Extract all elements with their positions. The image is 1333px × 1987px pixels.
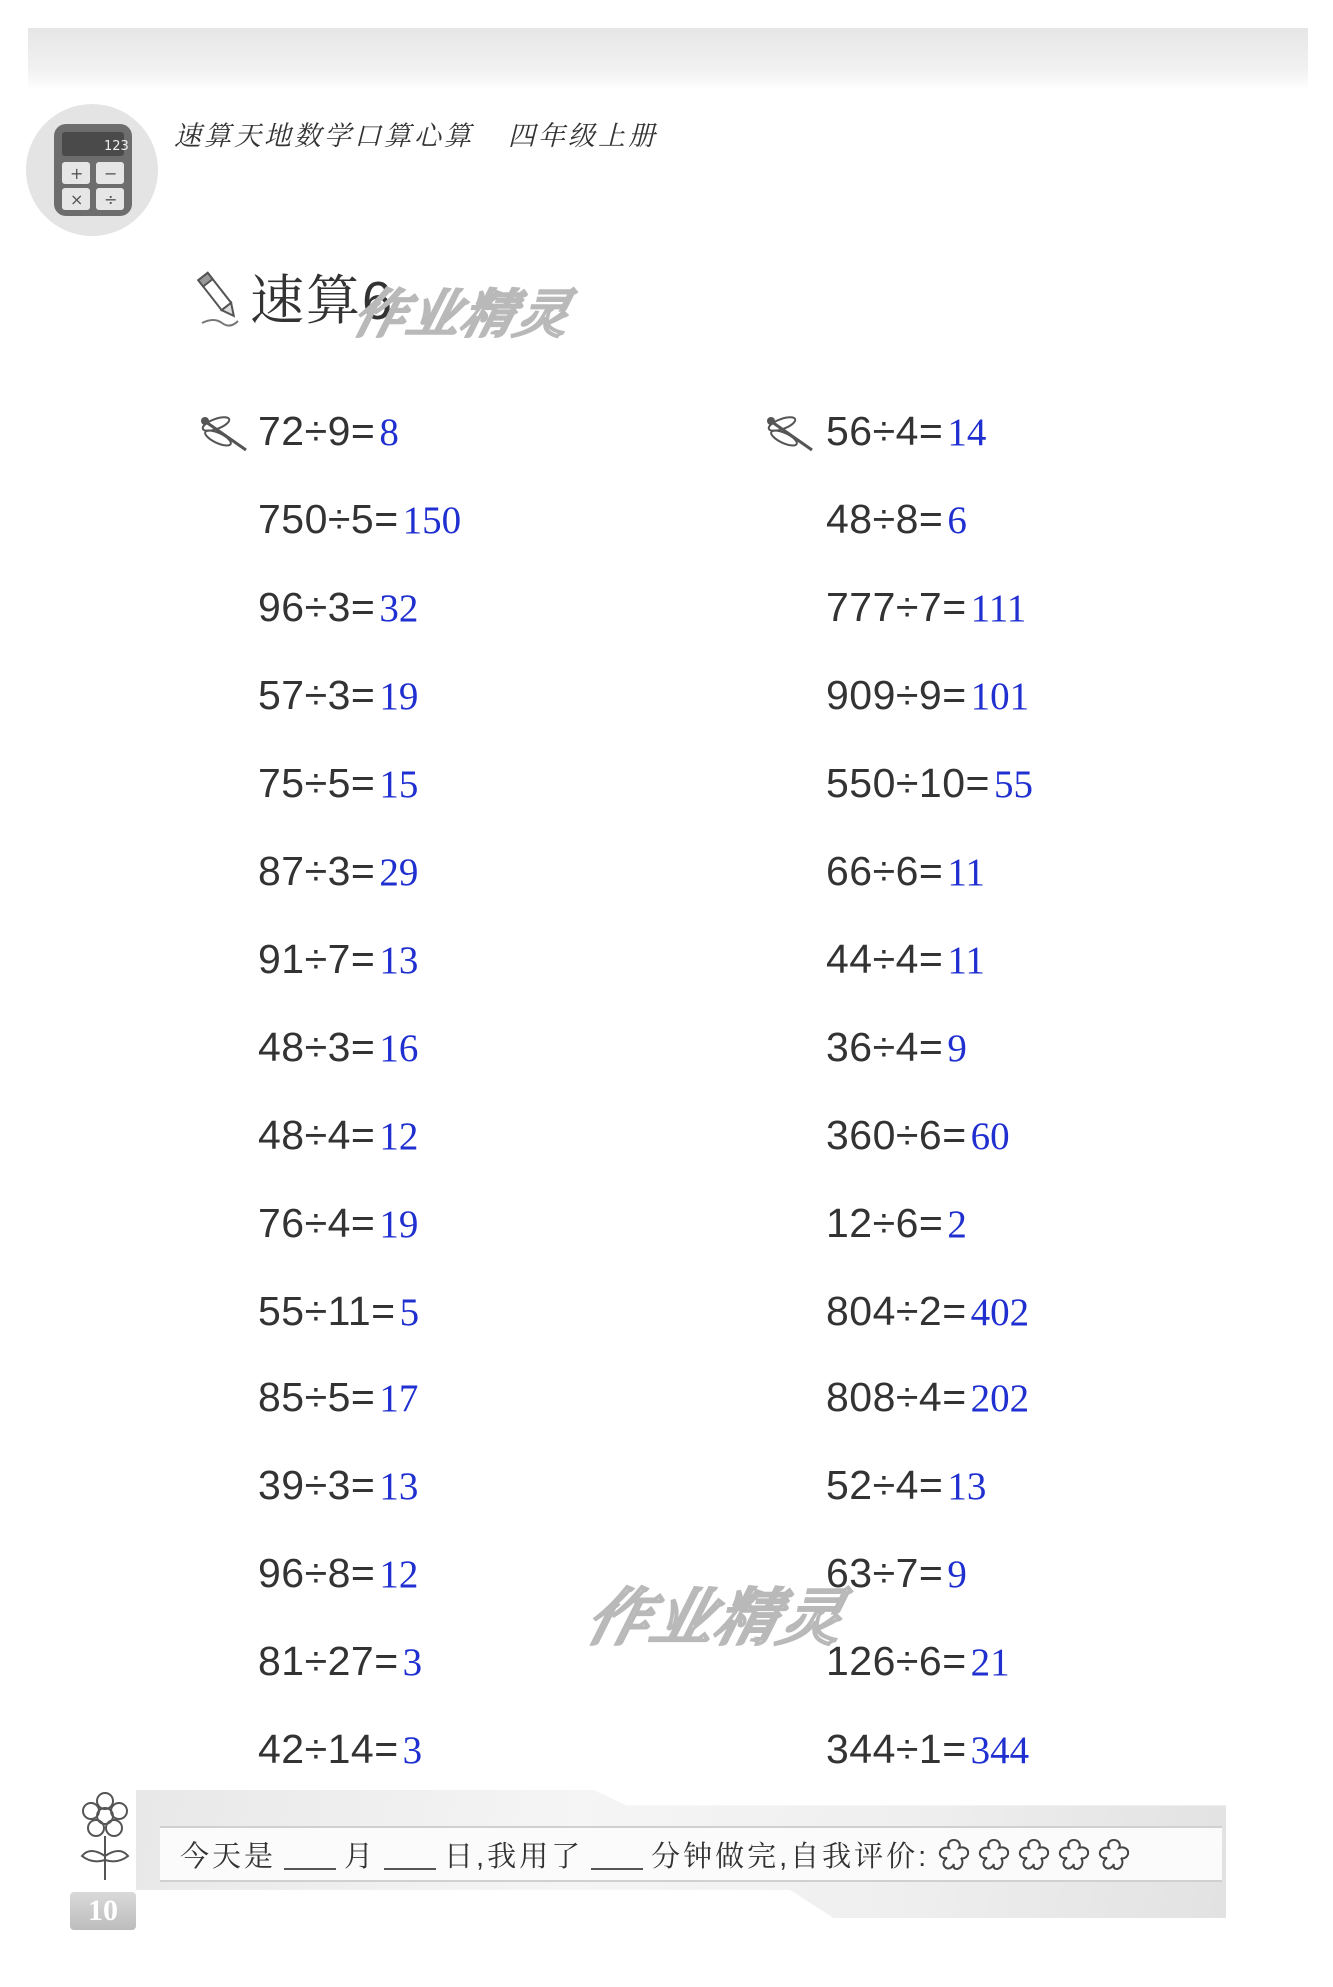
problem-row bbox=[258, 672, 418, 732]
problem-expression: 44÷4= bbox=[826, 936, 944, 982]
problem-expression: 76÷4= bbox=[258, 1200, 376, 1246]
problem-expression: 72÷9= bbox=[258, 408, 376, 454]
problem-row bbox=[258, 1726, 422, 1786]
problem-row bbox=[258, 848, 418, 908]
problem-answer: 32 bbox=[379, 587, 419, 630]
problem-answer: 14 bbox=[947, 411, 987, 454]
pencil-icon bbox=[196, 267, 242, 327]
problem-row bbox=[826, 1726, 1029, 1786]
problem-answer: 13 bbox=[947, 1465, 987, 1508]
flower-rating-icon[interactable] bbox=[1095, 1836, 1133, 1874]
problem-answer: 344 bbox=[970, 1729, 1030, 1772]
problem-row bbox=[826, 1374, 1029, 1434]
dragonfly-icon bbox=[762, 414, 818, 454]
problem-expression: 360÷6= bbox=[826, 1112, 967, 1158]
problem-answer: 9 bbox=[947, 1027, 967, 1070]
section-title: 速算6 bbox=[250, 271, 395, 331]
today-label: 今天是 bbox=[180, 1841, 277, 1873]
problem-row bbox=[826, 672, 1029, 732]
problem-answer: 6 bbox=[947, 499, 967, 542]
problem-row bbox=[826, 408, 986, 468]
problem-row bbox=[258, 1024, 418, 1084]
problem-answer: 8 bbox=[379, 411, 399, 454]
problem-row bbox=[258, 1550, 418, 1610]
problem-answer: 12 bbox=[379, 1115, 419, 1158]
problem-answer: 12 bbox=[379, 1553, 419, 1596]
problem-answer: 202 bbox=[970, 1377, 1030, 1420]
day-blank[interactable] bbox=[384, 1840, 436, 1870]
problem-row bbox=[258, 1200, 418, 1260]
problem-answer: 402 bbox=[970, 1291, 1030, 1334]
grade-label: 四年级上册 bbox=[508, 121, 658, 152]
problem-answer: 60 bbox=[970, 1115, 1010, 1158]
dragonfly-icon bbox=[196, 414, 252, 454]
problem-answer: 19 bbox=[379, 1203, 419, 1246]
problem-expression: 36÷4= bbox=[826, 1024, 944, 1070]
problem-expression: 75÷5= bbox=[258, 760, 376, 806]
problem-answer: 13 bbox=[379, 939, 419, 982]
minutes-label: 分钟做完,自我评价: bbox=[651, 1841, 930, 1873]
problem-answer: 150 bbox=[402, 499, 462, 542]
flower-rating-icon[interactable] bbox=[935, 1836, 973, 1874]
svg-text:−: − bbox=[104, 164, 118, 183]
flower-icon bbox=[74, 1790, 136, 1882]
problem-expression: 39÷3= bbox=[258, 1462, 376, 1508]
problem-row bbox=[826, 1024, 967, 1084]
problem-expression: 96÷8= bbox=[258, 1550, 376, 1596]
problem-expression: 48÷3= bbox=[258, 1024, 376, 1070]
problem-row bbox=[826, 584, 1026, 644]
problem-row bbox=[258, 1462, 418, 1522]
svg-text:123: 123 bbox=[104, 139, 129, 154]
problem-answer: 55 bbox=[993, 763, 1033, 806]
problem-answer: 9 bbox=[947, 1553, 967, 1596]
problem-expression: 804÷2= bbox=[826, 1288, 967, 1334]
problem-row bbox=[826, 1288, 1029, 1348]
svg-text:×: × bbox=[70, 190, 84, 209]
problem-expression: 85÷5= bbox=[258, 1374, 376, 1420]
problem-answer: 29 bbox=[379, 851, 419, 894]
rating-flowers bbox=[935, 1836, 1135, 1874]
problem-row bbox=[826, 1200, 967, 1260]
problem-answer: 19 bbox=[379, 675, 419, 718]
problem-row bbox=[258, 1288, 419, 1348]
problem-row bbox=[258, 1374, 418, 1434]
problem-row bbox=[258, 496, 461, 556]
problem-row bbox=[826, 1112, 1010, 1172]
svg-text:+: + bbox=[70, 164, 84, 183]
problem-answer: 16 bbox=[379, 1027, 419, 1070]
problem-answer: 15 bbox=[379, 763, 419, 806]
problem-row bbox=[826, 1462, 986, 1522]
problem-answer: 5 bbox=[399, 1291, 420, 1334]
problem-expression: 66÷6= bbox=[826, 848, 944, 894]
problem-expression: 57÷3= bbox=[258, 672, 376, 718]
problem-row bbox=[826, 760, 1033, 820]
problem-row bbox=[826, 1550, 967, 1610]
problem-expression: 909÷9= bbox=[826, 672, 967, 718]
problem-expression: 87÷3= bbox=[258, 848, 376, 894]
problem-answer: 11 bbox=[947, 851, 985, 894]
watermark: 作业精灵 bbox=[347, 286, 578, 344]
problem-row bbox=[258, 1112, 418, 1172]
problem-answer: 21 bbox=[970, 1641, 1010, 1684]
problem-row bbox=[826, 848, 985, 908]
problem-expression: 56÷4= bbox=[826, 408, 944, 454]
problem-row bbox=[258, 408, 399, 468]
problem-expression: 91÷7= bbox=[258, 936, 376, 982]
problem-answer: 101 bbox=[970, 675, 1030, 718]
minutes-blank[interactable] bbox=[591, 1840, 643, 1870]
day-label: 日,我用了 bbox=[444, 1841, 584, 1873]
problem-expression: 52÷4= bbox=[826, 1462, 944, 1508]
problem-expression: 550÷10= bbox=[826, 760, 990, 806]
problem-row bbox=[826, 1638, 1010, 1698]
problem-row bbox=[826, 936, 985, 996]
svg-text:÷: ÷ bbox=[104, 190, 118, 209]
problem-expression: 42÷14= bbox=[258, 1726, 399, 1772]
problem-answer: 111 bbox=[970, 587, 1027, 630]
problem-row bbox=[826, 496, 967, 556]
page-number: 10 bbox=[70, 1892, 136, 1930]
problem-answer: 2 bbox=[947, 1203, 967, 1246]
book-header bbox=[174, 114, 658, 153]
flower-rating-icon[interactable] bbox=[1055, 1836, 1093, 1874]
problem-row bbox=[258, 1638, 422, 1698]
problem-expression: 55÷11= bbox=[258, 1288, 396, 1334]
problem-expression: 81÷27= bbox=[258, 1638, 399, 1684]
problem-row bbox=[258, 584, 418, 644]
calculator-icon bbox=[50, 120, 136, 220]
flower-rating-icon[interactable] bbox=[1015, 1836, 1053, 1874]
watermark: 作业精灵 bbox=[579, 1584, 854, 1653]
problem-expression: 344÷1= bbox=[826, 1726, 967, 1772]
problem-answer: 17 bbox=[379, 1377, 419, 1420]
problem-expression: 808÷4= bbox=[826, 1374, 967, 1420]
problem-answer: 11 bbox=[947, 939, 985, 982]
month-blank[interactable] bbox=[284, 1840, 336, 1870]
problem-expression: 96÷3= bbox=[258, 584, 376, 630]
problem-expression: 126÷6= bbox=[826, 1638, 967, 1684]
self-evaluation-line bbox=[180, 1834, 1135, 1875]
problem-answer: 13 bbox=[379, 1465, 419, 1508]
flower-rating-icon[interactable] bbox=[975, 1836, 1013, 1874]
problem-row bbox=[258, 760, 418, 820]
top-band bbox=[28, 28, 1308, 90]
problem-answer: 3 bbox=[402, 1641, 423, 1684]
problem-row bbox=[258, 936, 418, 996]
problem-answer: 3 bbox=[402, 1729, 423, 1772]
problem-expression: 48÷4= bbox=[258, 1112, 376, 1158]
problem-expression: 48÷8= bbox=[826, 496, 944, 542]
problem-expression: 777÷7= bbox=[826, 584, 967, 630]
problem-expression: 750÷5= bbox=[258, 496, 399, 542]
problem-expression: 12÷6= bbox=[826, 1200, 944, 1246]
month-label: 月 bbox=[344, 1841, 377, 1873]
book-title: 速算天地数学口算心算 bbox=[174, 121, 474, 152]
problem-expression: 63÷7= bbox=[826, 1550, 944, 1596]
